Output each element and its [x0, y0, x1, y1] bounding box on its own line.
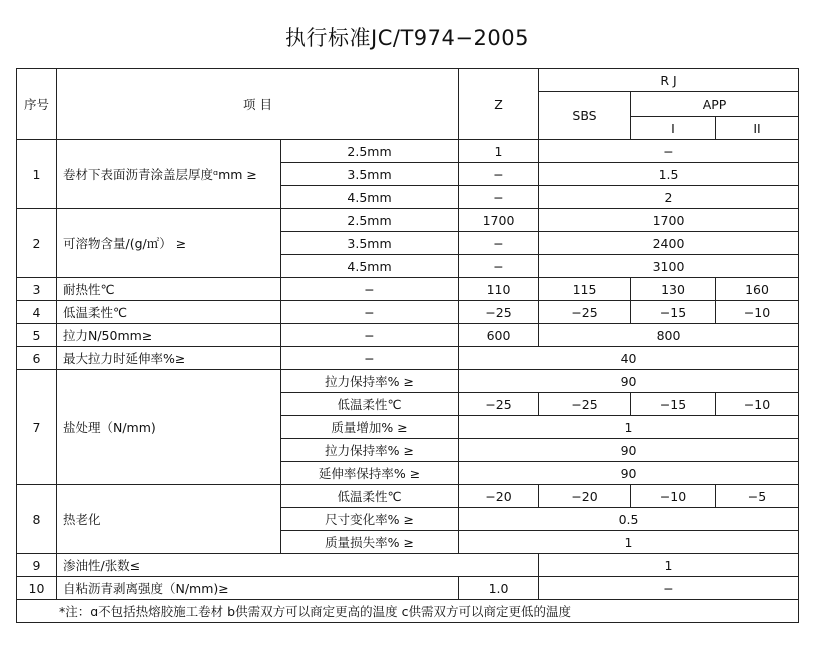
row-z: 600 — [459, 324, 539, 347]
row-cond: 3.5mm — [281, 232, 459, 255]
row-cond: 拉力保持率% ≥ — [281, 370, 459, 393]
row-cond: 尺寸变化率% ≥ — [281, 508, 459, 531]
table-row — [17, 278, 799, 301]
header-row — [17, 69, 799, 92]
row-seq: 2 — [17, 209, 57, 278]
row-cond: − — [281, 301, 459, 324]
table-row — [17, 301, 799, 324]
row-name: 盐处理（N/mm) — [57, 370, 281, 485]
row-cond: 质量增加% ≥ — [281, 416, 459, 439]
row-name: 热老化 — [57, 485, 281, 554]
row-all: 90 — [459, 462, 799, 485]
row-all: 0.5 — [459, 508, 799, 531]
row-cond: 3.5mm — [281, 163, 459, 186]
row-app-2: −10 — [716, 301, 799, 324]
row-cond: 2.5mm — [281, 140, 459, 163]
row-name: 最大拉力时延伸率%≥ — [57, 347, 281, 370]
row-seq: 4 — [17, 301, 57, 324]
row-seq: 5 — [17, 324, 57, 347]
row-name: 渗油性/张数≤ — [57, 554, 539, 577]
row-cond: 质量损失率% ≥ — [281, 531, 459, 554]
row-all: 1 — [459, 531, 799, 554]
table-row — [17, 140, 799, 163]
row-sbs: −20 — [539, 485, 631, 508]
row-z: −25 — [459, 301, 539, 324]
row-all: 90 — [459, 370, 799, 393]
row-z: 1700 — [459, 209, 539, 232]
row-cond: 4.5mm — [281, 255, 459, 278]
row-app-1: −15 — [631, 393, 716, 416]
row-seq: 7 — [17, 370, 57, 485]
row-app-2: 160 — [716, 278, 799, 301]
row-z: 1 — [459, 140, 539, 163]
row-all: 40 — [459, 347, 799, 370]
row-z: −25 — [459, 393, 539, 416]
row-seq: 8 — [17, 485, 57, 554]
row-rj: 1700 — [539, 209, 799, 232]
row-name: 可溶物含量/(g/㎡） ≥ — [57, 209, 281, 278]
row-rj: 1.5 — [539, 163, 799, 186]
row-name: 卷材下表面沥青涂盖层厚度ᵅmm ≥ — [57, 140, 281, 209]
row-rj: 800 — [539, 324, 799, 347]
row-all: 1 — [539, 554, 799, 577]
row-z: − — [459, 232, 539, 255]
row-rj: − — [539, 140, 799, 163]
note-row — [17, 600, 799, 623]
row-cond: 4.5mm — [281, 186, 459, 209]
row-z: 1.0 — [459, 577, 539, 600]
row-z: 110 — [459, 278, 539, 301]
footnote: *注：ɑ不包括热熔胶施工卷材 b供需双方可以商定更高的温度 c供需双方可以商定更低的温度 — [17, 600, 799, 623]
row-name: 耐热性℃ — [57, 278, 281, 301]
row-rj: 2400 — [539, 232, 799, 255]
row-cond: 低温柔性℃ — [281, 393, 459, 416]
header-sbs: SBS — [539, 92, 631, 140]
row-rj: − — [539, 577, 799, 600]
table-row — [17, 577, 799, 600]
row-all: 1 — [459, 416, 799, 439]
table-row — [17, 324, 799, 347]
row-sbs: −25 — [539, 301, 631, 324]
row-z: −20 — [459, 485, 539, 508]
row-name: 低温柔性℃ — [57, 301, 281, 324]
row-seq: 6 — [17, 347, 57, 370]
row-app-2: −5 — [716, 485, 799, 508]
row-app-1: 130 — [631, 278, 716, 301]
row-seq: 3 — [17, 278, 57, 301]
row-cond: 2.5mm — [281, 209, 459, 232]
row-cond: 拉力保持率% ≥ — [281, 439, 459, 462]
row-cond: − — [281, 347, 459, 370]
header-app: APP — [631, 92, 799, 117]
row-name: 自粘沥青剥离强度（N/mm)≥ — [57, 577, 459, 600]
row-z: − — [459, 255, 539, 278]
row-rj: 2 — [539, 186, 799, 209]
table-row — [17, 209, 799, 232]
row-cond: − — [281, 278, 459, 301]
row-seq: 1 — [17, 140, 57, 209]
page-title: 执行标准JC/T974−2005 — [285, 26, 529, 50]
header-rj: R J — [539, 69, 799, 92]
table-row — [17, 554, 799, 577]
header-seq: 序号 — [17, 69, 57, 140]
spec-table — [16, 68, 799, 623]
row-cond: 延伸率保持率% ≥ — [281, 462, 459, 485]
header-z: Z — [459, 69, 539, 140]
row-sbs: 115 — [539, 278, 631, 301]
table-row — [17, 347, 799, 370]
header-app-1: I — [631, 117, 716, 140]
row-z: − — [459, 186, 539, 209]
row-name: 拉力N/50mm≥ — [57, 324, 281, 347]
row-z: − — [459, 163, 539, 186]
header-item: 项 目 — [57, 69, 459, 140]
row-app-1: −10 — [631, 485, 716, 508]
row-seq: 10 — [17, 577, 57, 600]
row-all: 90 — [459, 439, 799, 462]
table-row — [17, 485, 799, 508]
row-cond: 低温柔性℃ — [281, 485, 459, 508]
table-row — [17, 370, 799, 393]
row-app-1: −15 — [631, 301, 716, 324]
row-cond: − — [281, 324, 459, 347]
row-seq: 9 — [17, 554, 57, 577]
row-sbs: −25 — [539, 393, 631, 416]
header-app-2: II — [716, 117, 799, 140]
row-rj: 3100 — [539, 255, 799, 278]
row-app-2: −10 — [716, 393, 799, 416]
